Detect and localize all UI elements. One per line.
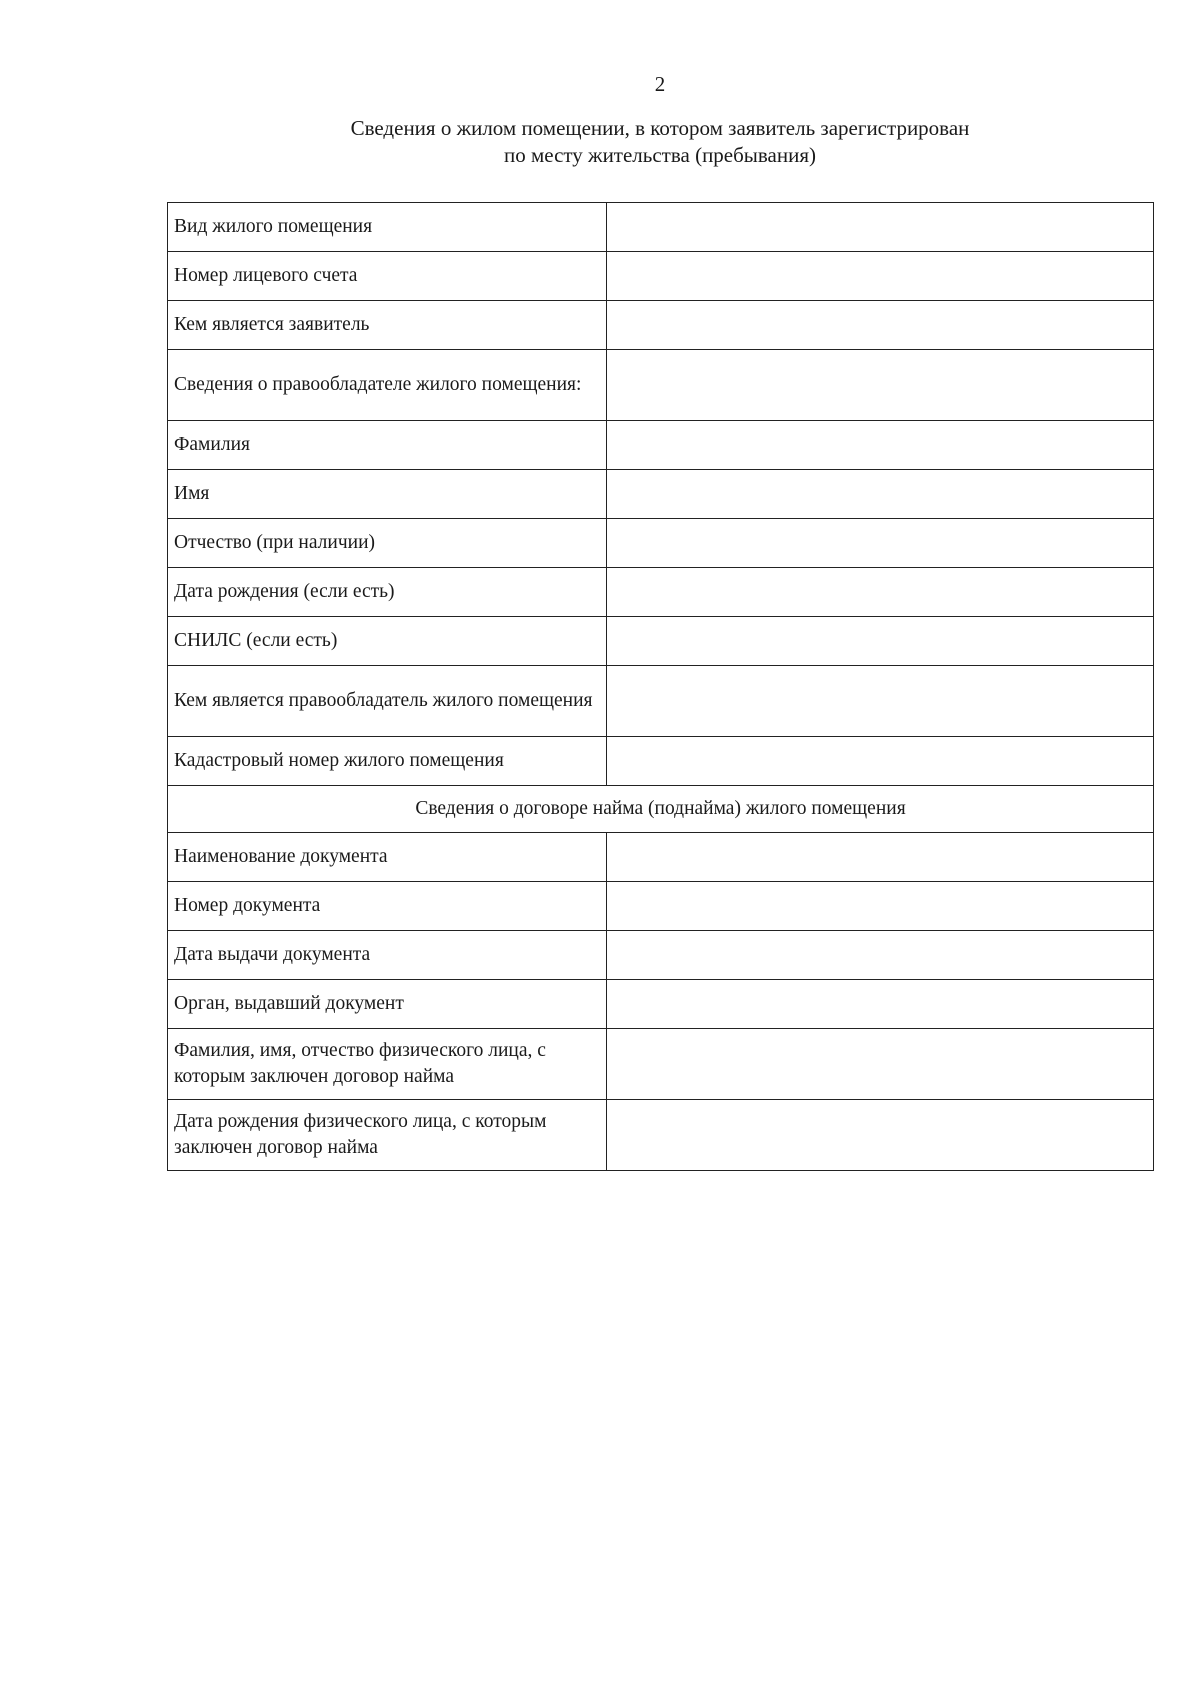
table-row [168,1029,1154,1100]
row-label-tenant-birth-date: Дата рождения физического лица, с которым заключен договор найма [168,1100,607,1171]
section-title-lease-contract: Сведения о договоре найма (поднайма) жилого помещения [168,786,1154,833]
field-issuing-authority[interactable] [607,980,1154,1029]
row-label-snils: СНИЛС (если есть) [168,617,607,666]
table-row [168,980,1154,1029]
row-label-cadastral-number: Кадастровый номер жилого помещения [168,737,607,786]
table-row [168,421,1154,470]
table-row [168,350,1154,421]
table-row [168,666,1154,737]
table-row [168,931,1154,980]
field-document-name[interactable] [607,833,1154,882]
field-owner-role[interactable] [607,666,1154,737]
table-row [168,617,1154,666]
field-housing-type[interactable] [607,203,1154,252]
table-row [168,301,1154,350]
table-row [168,833,1154,882]
field-cadastral-number[interactable] [607,737,1154,786]
row-label-housing-type: Вид жилого помещения [168,203,607,252]
field-tenant-birth-date[interactable] [607,1100,1154,1171]
field-tenant-full-name[interactable] [607,1029,1154,1100]
housing-info-table [167,202,1154,1171]
table-row [168,203,1154,252]
field-patronymic[interactable] [607,519,1154,568]
row-label-owner-role: Кем является правообладатель жилого помещения [168,666,607,737]
field-name[interactable] [607,470,1154,519]
field-snils[interactable] [607,617,1154,666]
table-row [168,519,1154,568]
field-surname[interactable] [607,421,1154,470]
table-row [168,252,1154,301]
row-label-issue-date: Дата выдачи документа [168,931,607,980]
table-row [168,882,1154,931]
row-label-birth-date: Дата рождения (если есть) [168,568,607,617]
field-birth-date[interactable] [607,568,1154,617]
field-document-number[interactable] [607,882,1154,931]
row-label-document-number: Номер документа [168,882,607,931]
row-label-patronymic: Отчество (при наличии) [168,519,607,568]
page-title [0,115,1200,169]
table-row [168,470,1154,519]
field-owner-info[interactable] [607,350,1154,421]
page-title-line-1: Сведения о жилом помещении, в котором заявитель зарегистрирован [350,116,970,140]
field-account-number[interactable] [607,252,1154,301]
row-label-account-number: Номер лицевого счета [168,252,607,301]
table-row [168,737,1154,786]
row-label-tenant-full-name: Фамилия, имя, отчество физического лица, с которым заключен договор найма [168,1029,607,1100]
table-row [168,1100,1154,1171]
row-label-surname: Фамилия [168,421,607,470]
table-row [168,568,1154,617]
page-title-line-2: по месту жительства (пребывания) [503,143,817,167]
row-label-owner-info: Сведения о правообладателе жилого помещения: [168,350,607,421]
row-label-document-name: Наименование документа [168,833,607,882]
field-applicant-role[interactable] [607,301,1154,350]
row-label-issuing-authority: Орган, выдавший документ [168,980,607,1029]
row-label-name: Имя [168,470,607,519]
field-issue-date[interactable] [607,931,1154,980]
page-number: 2 [654,72,666,96]
row-label-applicant-role: Кем является заявитель [168,301,607,350]
section-header-row [168,786,1154,833]
